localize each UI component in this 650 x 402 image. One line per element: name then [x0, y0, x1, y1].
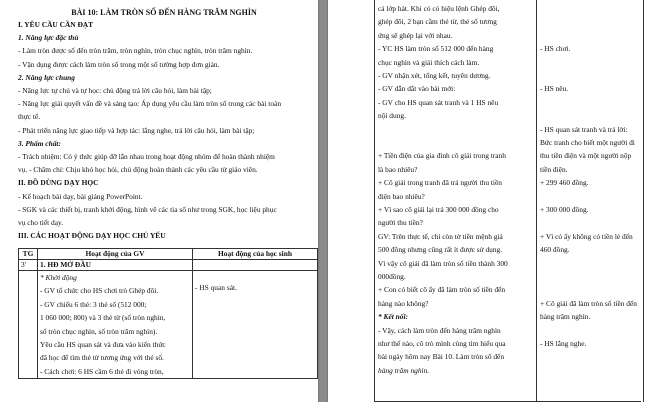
activity-table [18, 248, 318, 379]
teacher-activity-line: như thế nào, cô trò mình cùng tìm hiểu qua [378, 339, 506, 348]
section-heading: 1. HĐ MỞ ĐẦU [38, 260, 193, 271]
teacher-activity-line: - GV nhận xét, tổng kết, tuyên dương. [378, 71, 491, 80]
body-line: - SGK và các thiết bị, tranh khởi động, hình vẽ các tia số như trong SGK, học liệu phục [18, 204, 277, 214]
student-activity-line: + Vì có ấy không có tiền lẻ đến [540, 231, 633, 241]
teacher-activity-line: 500 đồng nhưng cũng rất ít được sử dụng. [378, 245, 503, 255]
teacher-activity-line: hàng nào không? [378, 298, 429, 308]
teacher-activity-line: - GV cho HS quan sát tranh và 1 HS nêu [378, 97, 499, 107]
teacher-activity-line: chục nghìn và giải thích cách làm. [378, 57, 480, 67]
col-header-teacher: Hoạt động của GV [38, 249, 193, 260]
teacher-activity-line: * Khởi động [40, 273, 77, 282]
teacher-activity-line: hàng trăm nghìn. [378, 365, 430, 375]
student-activity-line: + 299 460 đồng. [540, 178, 589, 188]
teacher-activity-line: người thu tiền? [378, 218, 423, 228]
teacher-activity-line: + Vì sao cô giải lại trả 300 000 đồng cho [378, 205, 499, 214]
student-activity-line: - HS chơi. [540, 44, 571, 54]
teacher-activity-line: + Tiền điện của gia đình cô giải trong tranh [378, 151, 506, 161]
body-line: vụ cho tiết dạy. [18, 218, 64, 227]
subsection-heading: 1. Năng lực đặc thù [18, 33, 79, 43]
student-activity-line: - HS nêu. [540, 84, 569, 94]
teacher-activity-line: - GV dẫn dắt vào bài mới: [378, 84, 456, 94]
teacher-activity-line: - GV tổ chức cho HS chơi trò Ghép đôi. [40, 286, 159, 296]
section-heading: I. YÊU CẦU CẦN ĐẠT [18, 20, 94, 29]
teacher-activity-line: cả lớp hát. Khi có có hiệu lệnh Ghép đôi, [378, 4, 500, 13]
teacher-activity-cell [38, 271, 193, 379]
lesson-title: BÀI 10: LÀM TRÒN SỐ ĐẾN HÀNG TRĂM NGHÌN [71, 8, 257, 17]
section-heading: III. CÁC HOẠT ĐỘNG DẠY HỌC CHỦ YẾU [18, 231, 166, 241]
table-row [19, 260, 318, 271]
section-heading: II. ĐỒ DÙNG DẠY HỌC [18, 178, 99, 188]
teacher-activity-line: đã học để tìm thẻ từ tương ứng với thẻ số. [40, 353, 164, 363]
teacher-activity-line: - Vậy, cách làm tròn đến hàng trăm nghìn [378, 325, 501, 335]
student-activity-line: 460 đồng. [540, 245, 570, 255]
teacher-activity-line: - Cách chơi: 6 HS cầm 6 thẻ đi vòng tròn, [40, 366, 164, 376]
body-line: - Năng lực giải quyết vấn đề và sáng tạo: Áp dụng yêu cầu làm tròn số trong các bài toán [18, 99, 282, 109]
body-line: - Vận dụng được cách làm tròn số trong một số tường hợp đơn giản. [18, 59, 220, 69]
col-header-time: TG [19, 249, 38, 260]
student-activity-line: + 300 000 đồng. [540, 205, 589, 214]
teacher-activity-line: số tròn chục nghìn, số tròn trăm nghìn). [40, 326, 158, 336]
subsection-heading: 2. Năng lực chung [18, 72, 75, 82]
teacher-activity-line: + Cô giải trong tranh đã trả người thu tiền [378, 178, 502, 188]
teacher-activity-line: 1 060 000; 800) và 3 thẻ từ (số tròn nghìn, [40, 313, 166, 323]
student-activity-line: Bức tranh cho biết một người đi [540, 138, 635, 147]
teacher-activity-line: Yêu cầu HS quan sát và đưa vào kiến thức [40, 340, 166, 350]
teacher-activity-line: ghép đôi, 2 bạn cầm thẻ từ, thẻ số tương [378, 17, 497, 27]
table-header-row [19, 249, 318, 260]
student-activity-text: - HS quan sát. [195, 283, 237, 292]
body-line: - Kế hoạch bài dạy, bài giảng PowerPoint. [18, 191, 143, 201]
table-row [19, 271, 318, 379]
teacher-activity-line: + Con có biết cô ấy đã làm tròn số tiền đến [378, 285, 506, 295]
student-activity-line: tiền điện. [540, 164, 568, 174]
student-activity-line: hàng trăm nghìn. [540, 312, 591, 322]
teacher-activity-line: GV: Trên thực tế, chỉ còn tờ tiền mệnh giá [378, 231, 503, 241]
table-border-right [643, 0, 644, 402]
empty-cell [193, 260, 318, 271]
teacher-activity-line: - GV chiếu 6 thẻ: 3 thẻ số (512 000; [40, 299, 147, 309]
subsection-heading: 3. Phẩm chất: [18, 138, 61, 148]
teacher-activity-line: - YC HS làm tròn số 512 000 đến hàng [378, 44, 494, 54]
student-activity-line: + Cô giải đã làm tròn số tiền đến [540, 298, 637, 308]
student-activity-line: - HS quan sát tranh và trả lời: [540, 124, 628, 134]
document-page-left [0, 0, 318, 402]
body-line: - Năng lực tự chủ và tự học: chủ động trả lời câu hỏi, làm bài tập; [18, 86, 212, 95]
table-continuation [328, 0, 648, 402]
table-border-left [374, 0, 375, 402]
body-line: - Làm tròn được số đến tròn trăm, tròn nghìn, tròn chục nghìn, tròn trăm nghìn. [18, 46, 253, 56]
time-cell: 3' [19, 260, 38, 271]
body-line: - Phát triển năng lực giao tiếp và hợp tác: lắng nghe, trả lời câu hỏi, làm bài tập; [18, 125, 255, 135]
teacher-activity-line: ứng sẽ ghép lại với nhau. [378, 30, 453, 40]
teacher-activity-line: là bao nhiêu? [378, 164, 418, 174]
col-header-student: Hoạt động của học sinh [193, 249, 318, 260]
teacher-activity-line: * Kết nối: [378, 312, 408, 322]
teacher-activity-line: bài ngày hôm nay Bài 10. Làm tròn số đến [378, 352, 505, 362]
document-page-right [328, 0, 650, 402]
body-line: vụ. - Chăm chỉ: Chịu khó học hỏi, chủ động hoàn thành các yêu cầu từ giáo viên. [18, 165, 258, 175]
body-line: thực tế. [18, 112, 41, 122]
student-activity-line: thu tiền điện và một người nộp [540, 151, 632, 161]
teacher-activity-line: điện bao nhiêu? [378, 191, 425, 201]
student-activity-line: - HS lắng nghe. [540, 339, 587, 348]
teacher-activity-line: 000đồng. [378, 272, 406, 281]
empty-time-cell [19, 271, 38, 379]
student-activity-cell [193, 271, 318, 379]
teacher-activity-line: Vì vậy cô giải đã làm tròn số tiền thành 300 [378, 258, 508, 268]
body-line: - Trách nhiệm: Có ý thức giúp đỡ lẫn nhau trong hoạt động nhóm để hoàn thành nhiệm [18, 152, 275, 161]
teacher-activity-line: nội dung. [378, 111, 406, 121]
table-border-middle [536, 0, 537, 402]
